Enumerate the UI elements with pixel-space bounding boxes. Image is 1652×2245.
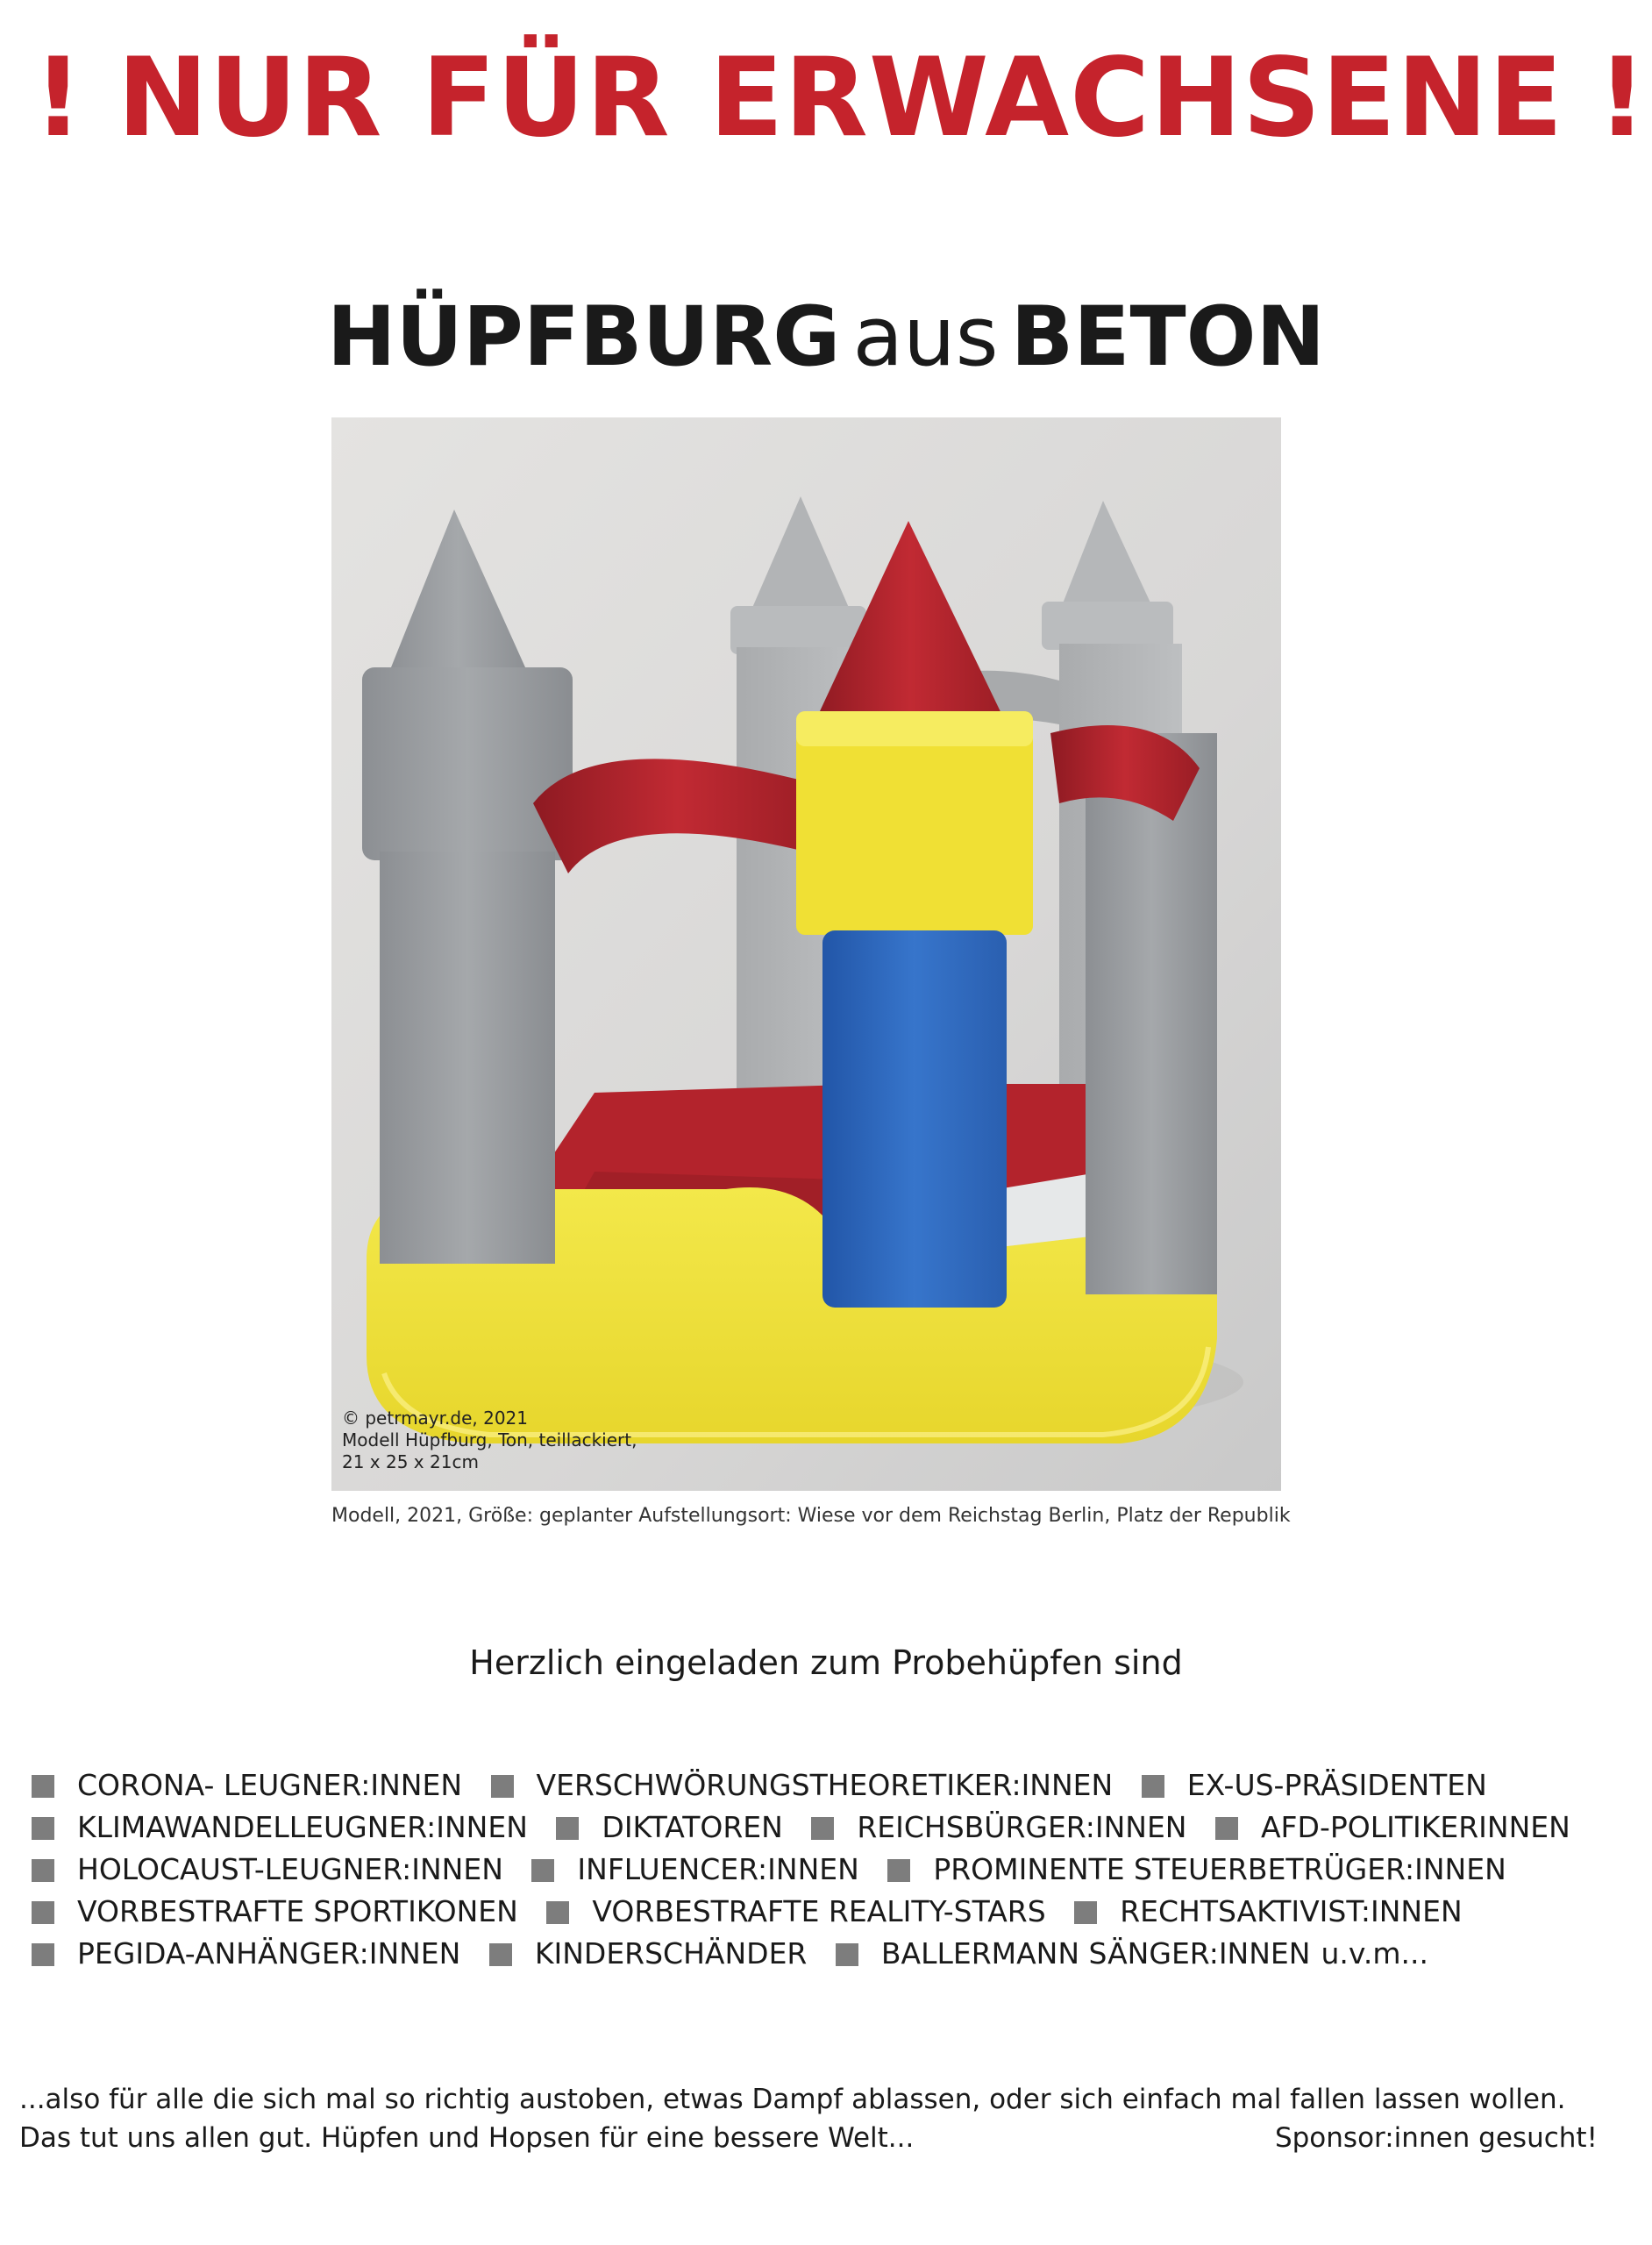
bullet-square-icon (32, 1817, 54, 1840)
bullet-square-icon (836, 1943, 858, 1966)
guest-row (32, 1849, 1627, 1891)
guest-row (32, 1764, 1627, 1807)
guest-item: VORBESTRAFTE SPORTIKONEN (32, 1891, 518, 1933)
bullet-square-icon (531, 1859, 554, 1882)
title-beton: BETON (1010, 289, 1326, 385)
bullet-square-icon (489, 1943, 512, 1966)
footer-line (19, 2119, 1598, 2157)
bullet-square-icon (32, 1859, 54, 1882)
bullet-square-icon (1142, 1775, 1164, 1798)
headline (0, 35, 1652, 161)
credit-line: 21 x 25 x 21cm (342, 1451, 479, 1472)
guest-item: REICHSBÜRGER:INNEN (811, 1807, 1186, 1849)
guest-item: KLIMAWANDELLEUGNER:INNEN (32, 1807, 528, 1849)
guest-item: BALLERMANN SÄNGER:INNEN (836, 1933, 1311, 1975)
guest-list-suffix: u.v.m... (1321, 1936, 1428, 1971)
guest-item: PROMINENTE STEUERBETRÜGER:INNEN (887, 1849, 1506, 1891)
guest-row (32, 1933, 1627, 1975)
guest-row (32, 1807, 1627, 1849)
guest-item: KINDERSCHÄNDER (489, 1933, 808, 1975)
guest-list (32, 1764, 1627, 1975)
bullet-square-icon (32, 1901, 54, 1924)
bullet-square-icon (811, 1817, 834, 1840)
guest-item: CORONA- LEUGNER:INNEN (32, 1764, 462, 1807)
footer-line: ...also für alle die sich mal so richtig austoben, etwas Dampf ablassen, oder sich einfach mal fallen lassen wollen. (19, 2084, 1566, 2115)
invitation-text: Herzlich eingeladen zum Probehüpfen sind (469, 1643, 1183, 1682)
bullet-square-icon (491, 1775, 514, 1798)
guest-item: DIKTATOREN (556, 1807, 782, 1849)
guest-item: INFLUENCER:INNEN (531, 1849, 858, 1891)
page-title (0, 289, 1652, 385)
footer-text (19, 2080, 1598, 2157)
bullet-square-icon (1074, 1901, 1097, 1924)
bouncy-castle-illustration (331, 417, 1281, 1491)
guest-item: PEGIDA-ANHÄNGER:INNEN (32, 1933, 460, 1975)
guest-row (32, 1891, 1627, 1933)
bullet-square-icon (556, 1817, 579, 1840)
guest-item: VORBESTRAFTE REALITY-STARS (546, 1891, 1045, 1933)
credit-line: © petrmayr.de, 2021 (342, 1408, 529, 1429)
credit-line: Modell Hüpfburg, Ton, teillackiert, (342, 1429, 637, 1450)
bullet-square-icon (887, 1859, 910, 1882)
footer-slogan: Das tut uns allen gut. Hüpfen und Hopsen für eine bessere Welt... (19, 2122, 915, 2154)
bouncy-castle-photo (331, 417, 1281, 1491)
photo-caption: Modell, 2021, Größe: geplanter Aufstellungsort: Wiese vor dem Reichstag Berlin, Platz der Republik (331, 1505, 1291, 1527)
bullet-square-icon (32, 1775, 54, 1798)
sponsor-call: Sponsor:innen gesucht! (1274, 2122, 1598, 2154)
guest-item: VERSCHWÖRUNGSTHEORETIKER:INNEN (491, 1764, 1114, 1807)
photo-credit (342, 1408, 637, 1473)
guest-item: AFD-POLITIKERINNEN (1215, 1807, 1570, 1849)
bullet-square-icon (1215, 1817, 1238, 1840)
bullet-square-icon (546, 1901, 569, 1924)
bullet-square-icon (32, 1943, 54, 1966)
headline-text: NUR FÜR ERWACHSENE (117, 35, 1564, 161)
guest-item: HOLOCAUST-LEUGNER:INNEN (32, 1849, 503, 1891)
headline-exclamation-left: ! (33, 35, 84, 161)
headline-exclamation-right: ! (1597, 35, 1648, 161)
title-aus: aus (852, 289, 999, 385)
title-huepfburg: HÜPFBURG (326, 289, 841, 385)
guest-item: EX-US-PRÄSIDENTEN (1142, 1764, 1487, 1807)
guest-item: RECHTSAKTIVIST:INNEN (1074, 1891, 1462, 1933)
